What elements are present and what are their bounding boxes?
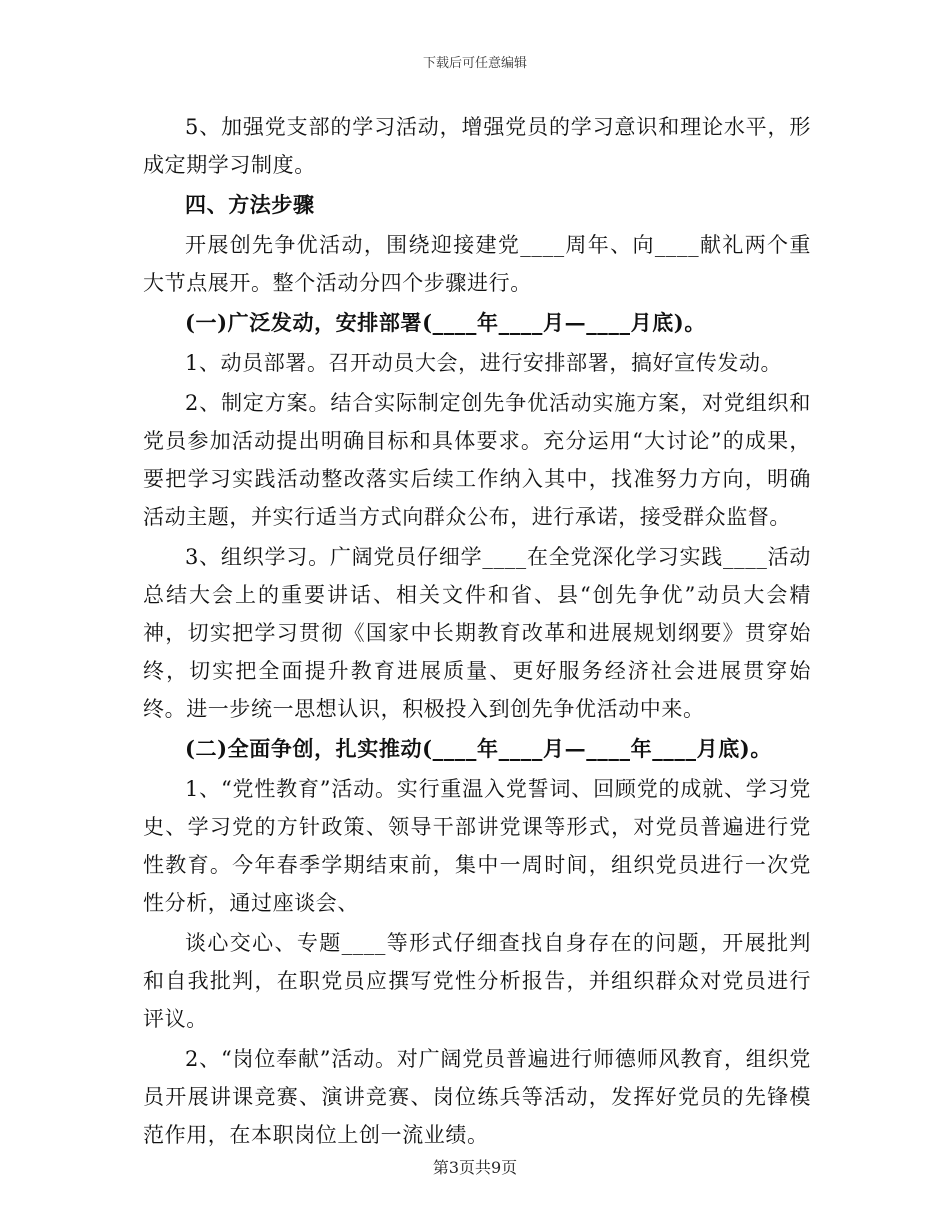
section-heading-method-steps: 四、方法步骤 [185, 192, 315, 217]
paragraph-step-1-2: 2、制定方案。结合实际制定创先争优活动实施方案，对党组织和党员参加活动提出明确目标和具体要求。充分运用“大讨论”的成果，要把学习实践活动整改落实后续工作纳入其中，找准努力方向，明确活动主题，并实行适当方式向群众公布，进行承诺，接受群众监督。 [143, 391, 811, 529]
page-number: 第3页共9页 [432, 1158, 518, 1177]
paragraph-step-2-2: 2、“岗位奉献”活动。对广阔党员普遍进行师德师风教育，组织党员开展讲课竞赛、演讲竞赛、岗位练兵等活动，发挥好党员的先锋模范作用，在本职岗位上创一流业绩。 [143, 1047, 811, 1147]
paragraph-step-1-3: 3、组织学习。广阔党员仔细学____在全党深化学习实践____活动总结大会上的重要讲话、相关文件和省、县“创先争优”动员大会精神，切实把学习贯彻《国家中长期教育改革和进展规划纲要》贯穿始终，切实把全面提升教育进展质量、更好服务经济社会进展贯穿始终。进一步统一思想认识，积极投入到创先争优活动中来。 [143, 545, 811, 721]
paragraph-item-5: 5、加强党支部的学习活动，增强党员的学习意识和理论水平，形成定期学习制度。 [143, 115, 811, 177]
subsection-heading-1: (一)广泛发动，安排部署(____年____月—____月底)。 [185, 310, 706, 335]
document-body [143, 108, 811, 1156]
paragraph-intro: 开展创先争优活动，围绕迎接建党____周年、向____献礼两个重大节点展开。整个活动分四个步骤进行。 [143, 233, 811, 295]
paragraph-step-2-1: 1、“党性教育”活动。实行重温入党誓词、回顾党的成就、学习党史、学习党的方针政策、领导干部讲党课等形式，对党员普遍进行党性教育。今年春季学期结束前，集中一周时间，组织党员进行一次党性分析，通过座谈会、 [143, 777, 811, 915]
paragraph-step-2-1-cont: 谈心交心、专题____等形式仔细查找自身存在的问题，开展批判和自我批判，在职党员应撰写党性分析报告，并组织群众对党员进行评议。 [143, 931, 811, 1031]
subsection-heading-2: (二)全面争创，扎实推动(____年____月—____年____月底)。 [185, 736, 772, 761]
page-header: 下载后可任意编辑 [422, 56, 527, 71]
paragraph-step-1-1: 1、动员部署。召开动员大会，进行安排部署，搞好宣传发动。 [185, 351, 783, 375]
